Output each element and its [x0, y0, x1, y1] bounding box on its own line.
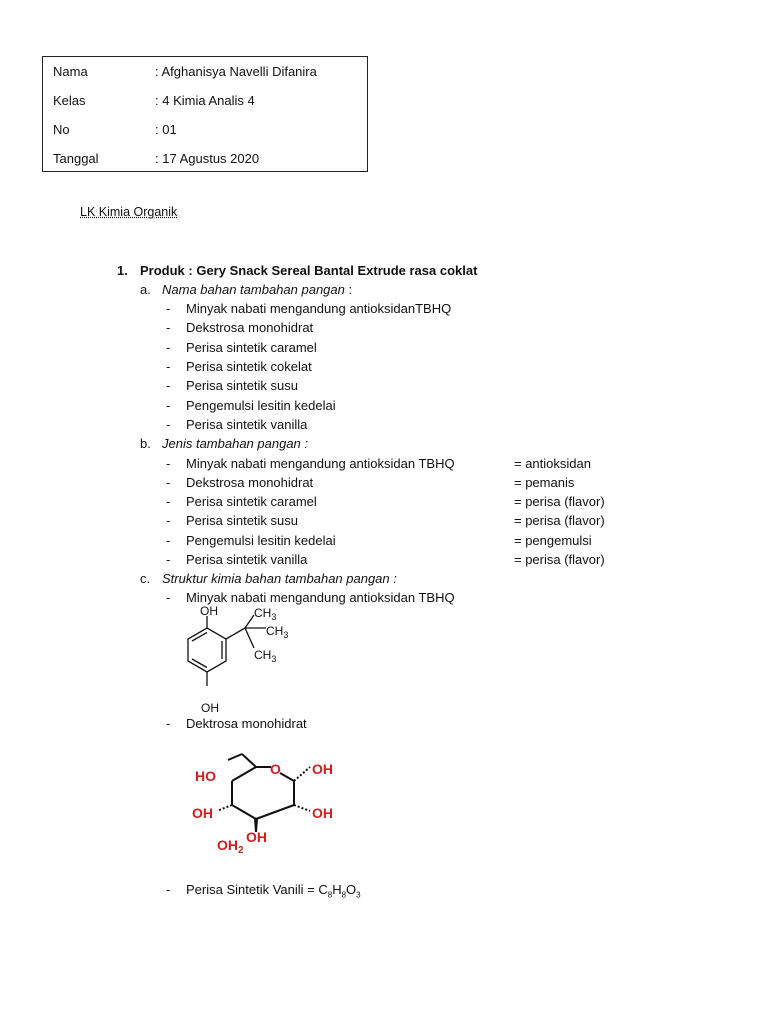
info-label: Tanggal: [53, 151, 99, 166]
list-item: Perisa sintetik cokelat: [186, 359, 312, 374]
list-dash: -: [166, 378, 171, 393]
list-item-type: = perisa (flavor): [514, 494, 605, 509]
dextrose-oh-3: OH: [192, 805, 213, 821]
list-item-name: Pengemulsi lesitin kedelai: [186, 533, 336, 548]
info-value: : 17 Agustus 2020: [155, 151, 260, 166]
dextrose-oh-2: OH: [312, 805, 333, 821]
list-dash: -: [166, 513, 171, 528]
list-item-name: Perisa sintetik vanilla: [186, 552, 308, 567]
tbhq-oh-bottom: OH: [201, 701, 219, 715]
subsection-a-heading: [162, 282, 352, 297]
tbhq-sub-b: 3: [283, 630, 289, 640]
document-title: LK Kimia Organik: [80, 205, 178, 219]
dextrose-water-sub: 2: [238, 845, 244, 856]
list-dash: -: [166, 301, 171, 316]
list-item: Dekstrosa monohidrat: [186, 320, 314, 335]
subsection-a-heading-text: Nama bahan tambahan pangan: [162, 282, 345, 297]
tbhq-ch3-c: CH: [254, 648, 272, 662]
dextrose-ring-o: O: [270, 761, 281, 777]
student-info-box: [42, 56, 368, 172]
dextrose-oh-4: OH: [246, 829, 267, 845]
info-value: : 01: [155, 122, 177, 137]
dextrose-structure-diagram: [184, 738, 344, 870]
list-dash: -: [166, 590, 171, 605]
formula-o-sub: 3: [356, 890, 361, 900]
subsection-letter-c: c.: [140, 571, 151, 586]
tbhq-label: Minyak nabati mengandung antioksidan TBHQ: [186, 590, 455, 605]
vanili-formula: [318, 882, 361, 900]
formula-h: H: [332, 882, 342, 897]
list-dash: -: [166, 882, 171, 897]
list-item: Perisa sintetik susu: [186, 378, 298, 393]
dextrose-water: OH: [217, 837, 238, 853]
svg-text:CH3: [254, 648, 276, 664]
list-item-type: = pengemulsi: [514, 533, 592, 548]
list-dash: -: [166, 494, 171, 509]
formula-o: O: [346, 882, 357, 897]
section-number: 1.: [117, 263, 128, 278]
svg-text:OH2: [217, 837, 244, 856]
subsection-b-heading: Jenis tambahan pangan :: [162, 436, 308, 451]
list-item-type: = perisa (flavor): [514, 513, 605, 528]
info-label: Kelas: [53, 93, 86, 108]
tbhq-structure-diagram: [170, 604, 310, 716]
info-label: No: [53, 122, 70, 137]
list-item-type: = perisa (flavor): [514, 552, 605, 567]
section-title: Produk : Gery Snack Sereal Bantal Extrude rasa coklat: [140, 263, 478, 278]
subsection-c-heading: Struktur kimia bahan tambahan pangan :: [162, 571, 397, 586]
list-dash: -: [166, 398, 171, 413]
list-dash: -: [166, 417, 171, 432]
info-value: : Afghanisya Navelli Difanira: [155, 64, 317, 79]
vanili-line: [186, 882, 361, 900]
list-dash: -: [166, 456, 171, 471]
dextrose-oh-1: OH: [312, 761, 333, 777]
tbhq-oh-top: OH: [200, 604, 218, 618]
info-value: : 4 Kimia Analis 4: [155, 93, 255, 108]
list-dash: -: [166, 340, 171, 355]
formula-c: C: [318, 882, 328, 897]
list-item: Perisa sintetik caramel: [186, 340, 317, 355]
list-item-type: = pemanis: [514, 475, 575, 490]
list-dash: -: [166, 320, 171, 335]
list-dash: -: [166, 716, 171, 731]
list-item: Perisa sintetik vanilla: [186, 417, 308, 432]
list-item-name: Minyak nabati mengandung antioksidan TBHQ: [186, 456, 455, 471]
list-item-name: Perisa sintetik caramel: [186, 494, 317, 509]
list-dash: -: [166, 475, 171, 490]
dextrose-ho: HO: [195, 768, 216, 784]
list-dash: -: [166, 552, 171, 567]
list-item-type: = antioksidan: [514, 456, 591, 471]
list-item: Pengemulsi lesitin kedelai: [186, 398, 336, 413]
list-dash: -: [166, 359, 171, 374]
svg-text:CH3: [266, 624, 288, 640]
list-item-name: Dekstrosa monohidrat: [186, 475, 314, 490]
svg-text:CH3: [254, 606, 276, 622]
dextrose-label: Dektrosa monohidrat: [186, 716, 307, 731]
tbhq-sub-c: 3: [271, 654, 277, 664]
vanili-label: Perisa Sintetik Vanili =: [186, 882, 319, 897]
list-item: Minyak nabati mengandung antioksidanTBHQ: [186, 301, 452, 316]
subsection-a-colon: :: [344, 282, 353, 297]
tbhq-ch3-a: CH: [254, 606, 272, 620]
info-label: Nama: [53, 64, 88, 79]
list-item-name: Perisa sintetik susu: [186, 513, 298, 528]
subsection-letter-a: a.: [140, 282, 151, 297]
formula-c-sub: 8: [327, 890, 333, 900]
list-dash: -: [166, 533, 171, 548]
formula-h-sub: 8: [341, 890, 347, 900]
tbhq-ch3-b: CH: [266, 624, 284, 638]
subsection-letter-b: b.: [140, 436, 151, 451]
tbhq-sub-a: 3: [271, 612, 277, 622]
